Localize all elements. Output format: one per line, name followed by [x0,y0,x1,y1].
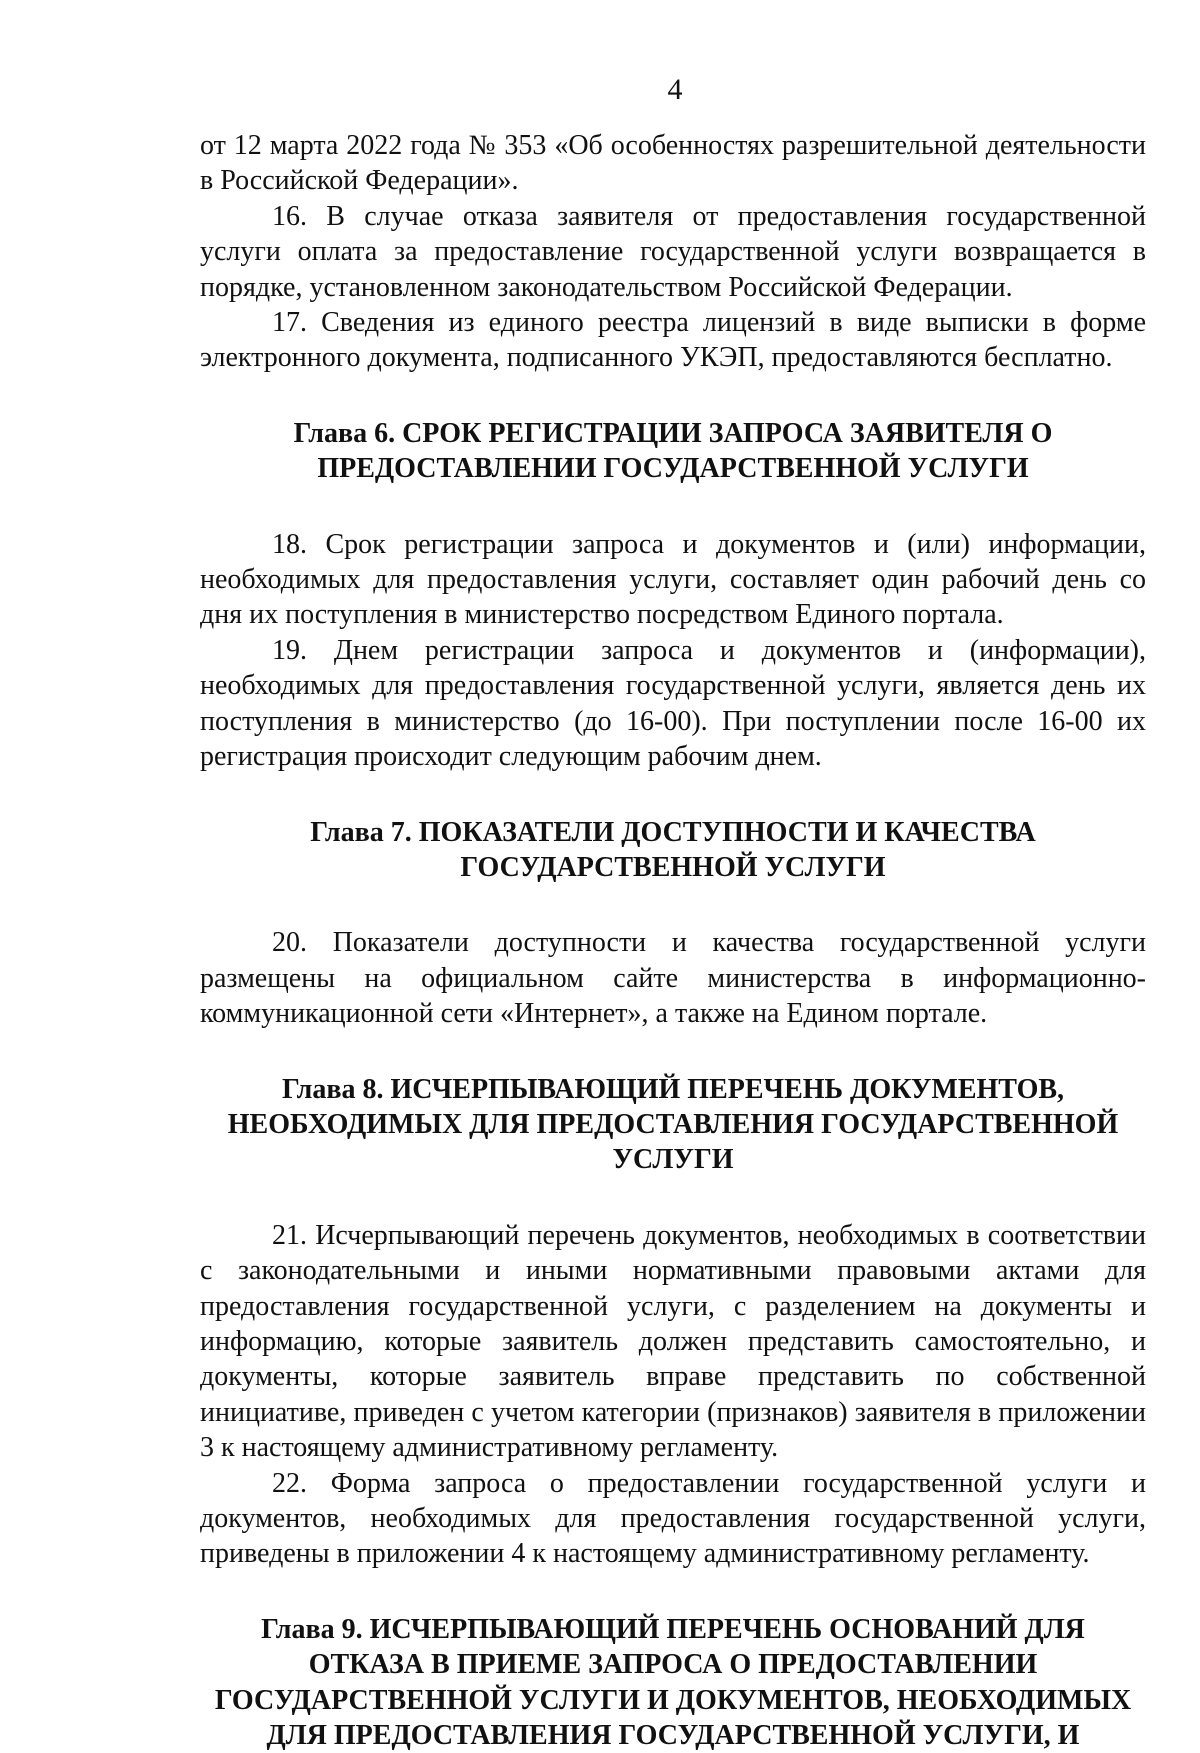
chapter-6-heading-line: Глава 6. СРОК РЕГИСТРАЦИИ ЗАПРОСА ЗАЯВИТЕЛЯ О [293,417,1053,449]
paragraph-17: 17. Сведения из единого реестра лицензий в виде выписки в форме электронного документа, подписанного УКЭП, предоставляются бесплатно. [200,307,1146,374]
chapter-9-heading-line: ОТКАЗА В ПРИЕМЕ ЗАПРОСА О ПРЕДОСТАВЛЕНИИ [308,1649,1038,1681]
document-body [200,128,1146,1753]
chapter-9-heading-line: Глава 9. ИСЧЕРПЫВАЮЩИЙ ПЕРЕЧЕНЬ ОСНОВАНИЙ ДЛЯ [261,1613,1085,1645]
chapter-9-heading [200,1612,1146,1753]
paragraph-continuation: от 12 марта 2022 года № 353 «Об особенностях разрешительной деятельности в Российской Федерации». [200,130,1146,197]
paragraph-19: 19. Днем регистрации запроса и документов и (информации), необходимых для предоставления государственной услуги, является день их поступления в министерство (до 16-00). При поступлении после 16-00 их регистрация происходит следующим рабочим днем. [200,634,1146,773]
paragraph-22: 22. Форма запроса о предоставлении государственной услуги и документов, необходимых для предоставления государственной услуги, приведены в приложении 4 к настоящему административному регламенту. [200,1467,1146,1570]
chapter-8-heading-line: Глава 8. ИСЧЕРПЫВАЮЩИЙ ПЕРЕЧЕНЬ ДОКУМЕНТОВ, [281,1073,1065,1105]
chapter-7-heading-line: Глава 7. ПОКАЗАТЕЛИ ДОСТУПНОСТИ И КАЧЕСТВА [310,816,1036,848]
chapter-9-heading-line: ДЛЯ ПРЕДОСТАВЛЕНИЯ ГОСУДАРСТВЕННОЙ УСЛУГИ, И [266,1720,1080,1752]
chapter-8-heading [200,1072,1146,1178]
chapter-8-heading-line: УСЛУГИ [612,1144,734,1176]
paragraph-16: 16. В случае отказа заявителя от предоставления государственной услуги оплата за предоставление государственной услуги возвращается в порядке, установленном законодательством Российской Федерации. [200,200,1146,303]
paragraph-20: 20. Показатели доступности и качества государственной услуги размещены на официальном сайте министерства в информационно-коммуникационной сети «Интернет», а также на Едином портале. [200,927,1146,1030]
chapter-8-heading-line: НЕОБХОДИМЫХ ДЛЯ ПРЕДОСТАВЛЕНИЯ ГОСУДАРСТВЕННОЙ [227,1108,1119,1140]
chapter-7-heading-line: ГОСУДАРСТВЕННОЙ УСЛУГИ [460,851,886,883]
chapter-6-heading [200,416,1146,487]
chapter-6-heading-line: ПРЕДОСТАВЛЕНИИ ГОСУДАРСТВЕННОЙ УСЛУГИ [317,453,1029,485]
chapter-7-heading [200,815,1146,886]
chapter-9-heading-line: ГОСУДАРСТВЕННОЙ УСЛУГИ И ДОКУМЕНТОВ, НЕОБХОДИМЫХ [214,1684,1132,1716]
paragraph-21: 21. Исчерпывающий перечень документов, необходимых в соответствии с законодательными и иными нормативными правовыми актами для предоставления государственной услуги, с разделением на документы и информацию, которые заявитель должен представить самостоятельно, и документы, которые заявитель вправе представить по собственной инициативе, приведен с учетом категории (признаков) заявителя в приложении 3 к настоящему административному регламенту. [200,1219,1146,1464]
page-number: 4 [667,73,683,106]
paragraph-18: 18. Срок регистрации запроса и документов и (или) информации, необходимых для предоставления услуги, составляет один рабочий день со дня их поступления в министерство посредством Единого портала. [200,528,1146,631]
